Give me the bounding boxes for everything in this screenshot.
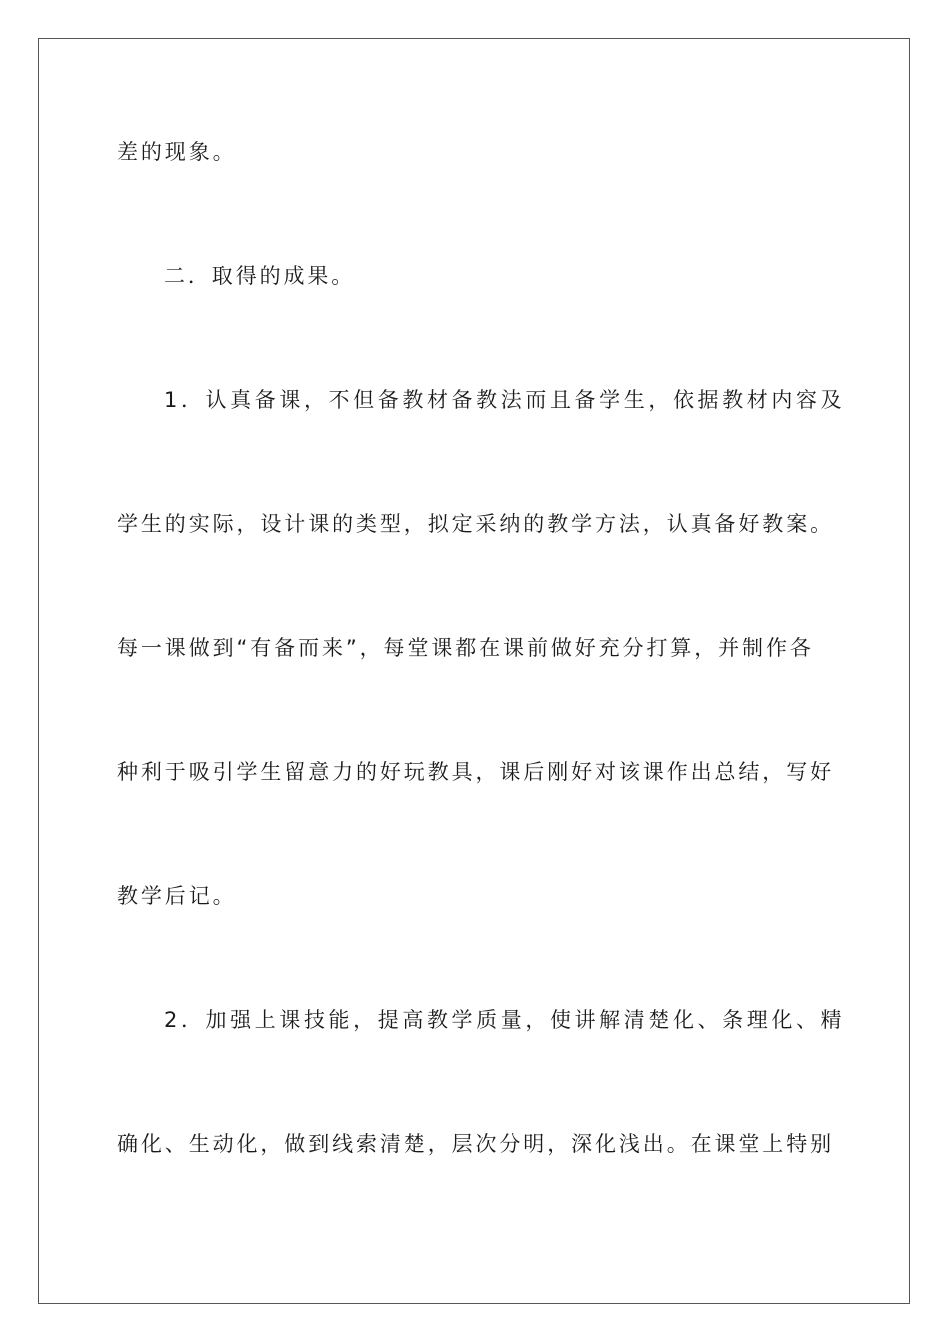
section-heading: 二．取得的成果。 bbox=[164, 264, 356, 288]
paragraph-line: 学生的实际，设计课的类型，拟定采纳的教学方法，认真备好教案。 bbox=[117, 512, 834, 536]
paragraph-line: 种利于吸引学生留意力的好玩教具，课后刚好对该课作出总结，写好 bbox=[117, 760, 834, 784]
page-border bbox=[38, 38, 910, 1304]
paragraph-line: 教学后记。 bbox=[117, 884, 237, 908]
paragraph-line: 1．认真备课，不但备教材备教法而且备学生，依据教材内容及 bbox=[164, 388, 846, 412]
paragraph-line: 确化、生动化，做到线索清楚，层次分明，深化浅出。在课堂上特别 bbox=[117, 1132, 834, 1156]
paragraph-line: 差的现象。 bbox=[117, 140, 237, 164]
paragraph-line: 每一课做到“有备而来”，每堂课都在课前做好充分打算，并制作各 bbox=[117, 636, 814, 660]
paragraph-line: 2．加强上课技能，提高教学质量，使讲解清楚化、条理化、精 bbox=[164, 1008, 846, 1032]
